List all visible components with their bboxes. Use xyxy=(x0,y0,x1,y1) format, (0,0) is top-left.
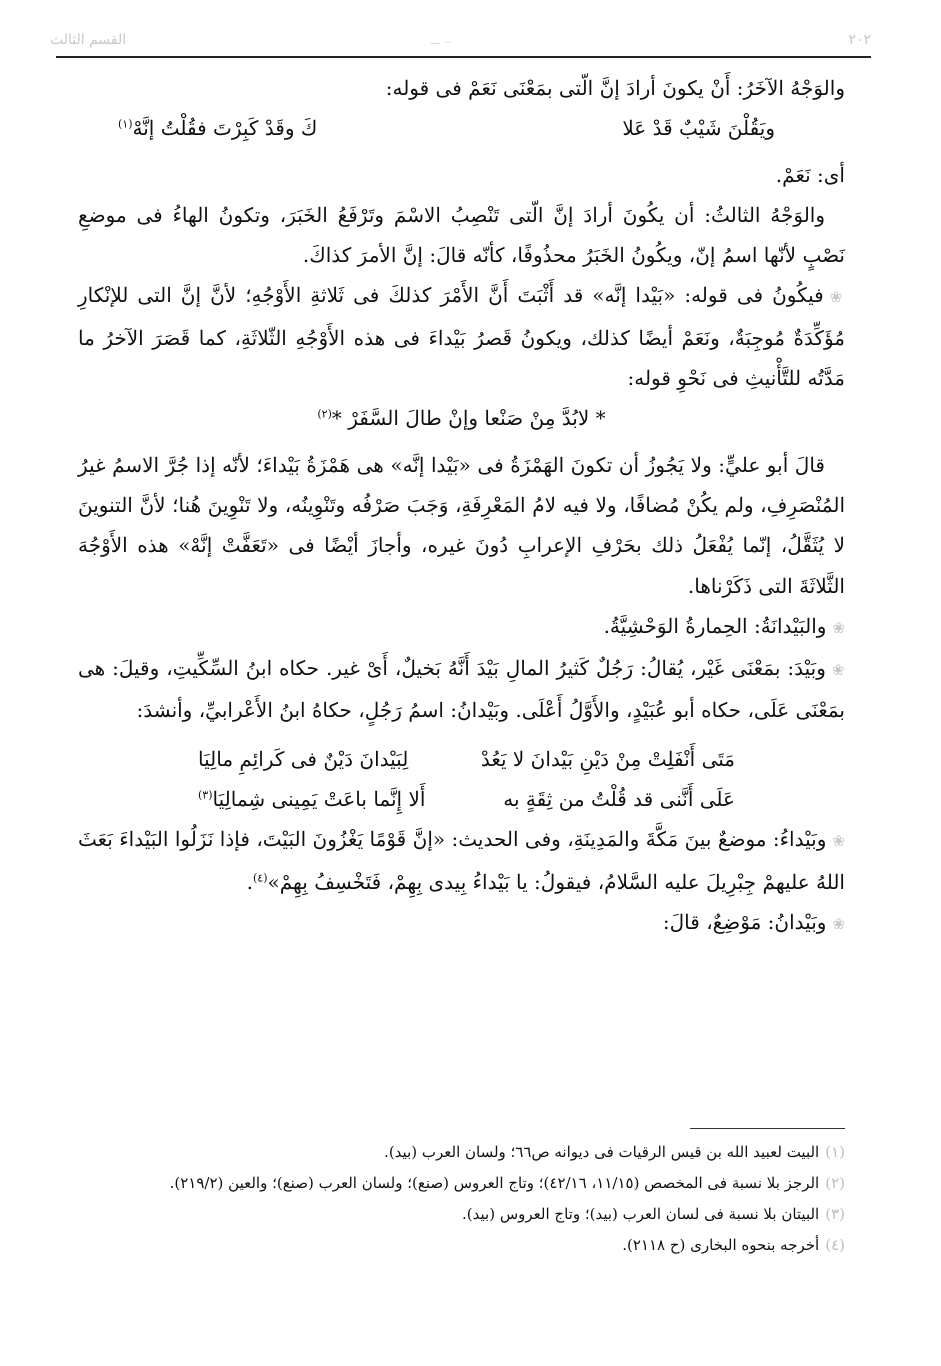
footnote xyxy=(86,1202,845,1227)
verse-hemistich: أَلا إِنَّما باعَتْ يَمِينى شِمالِيَا$^{(٣)}$ xyxy=(198,787,426,812)
footnote-ref: (٢) xyxy=(317,407,332,421)
header-rule xyxy=(56,56,871,58)
verse-hemistich: ويَقُلْنَ شَيْبٌ قَدْ عَلا xyxy=(622,116,775,141)
paragraph: والوَجْهُ الآخَرُ: أَنْ يكونَ أرادَ إنَّ الّتى بمَعْنَى نَعَمْ فى قوله: xyxy=(385,76,845,100)
footnote-ref: (٣) xyxy=(198,788,213,802)
footnotes xyxy=(86,1140,845,1264)
verse-line xyxy=(78,779,845,819)
page-number: ٢٠٢ xyxy=(848,32,871,48)
paragraph-mark-icon: ❀ xyxy=(829,288,845,307)
paragraph-mark-icon: ❀ xyxy=(831,661,845,680)
footnote-text: الرجز بلا نسبة فى المخصص (١١/١٥، ٤٢/١٦)؛ وتاج العروس (صنع)؛ ولسان العرب (صنع)؛ والعين (٢١٩/٢). xyxy=(169,1174,820,1192)
footnote xyxy=(86,1233,845,1258)
paragraph-mark-icon: ❀ xyxy=(832,618,845,637)
main-text xyxy=(78,68,845,944)
footnote xyxy=(86,1140,845,1165)
footnote-number: (١) xyxy=(825,1143,845,1161)
footnote-number: (٣) xyxy=(825,1205,845,1223)
footnote-ref: (١) xyxy=(118,117,133,131)
verse-hemistich: كَ وقَدْ كَبِرْتَ فقُلْتُ إنَّهْ$^{(١)}$ xyxy=(118,116,318,141)
footnote-text: البيتان بلا نسبة فى لسان العرب (بيد)؛ وتاج العروس (بيد). xyxy=(462,1205,820,1223)
paragraph: قالَ أبو عليٍّ: ولا يَجُوزُ أن تكونَ الهَمْزَةُ فى «بَيْدا إنَّه» هى هَمْزَةُ بَيْداءَ؛ لأنّه إذا جُرَّ الاسمُ غيرُ المُنْصَرِفِ، ولم يكُنْ مُضافًا، ولا فيه لامُ المَعْرِفَةِ، وَجَبَ صَرْفُه وتَنْوِينُه، ولا تَنْوِينَ هُنا؛ لأنَّ التنوينَ لا يُثَقَّلُ، إنّما يُفْعَلُ ذلك بحَرْفِ الإعرابِ دُونَ غيره، وأجازَ أيْضًا فى «تَعَفَّتْ إنَّهْ» هذه الأَوْجُهَ الثَّلاثَةَ التى ذَكَرْناها. xyxy=(78,452,845,598)
footnote-rule xyxy=(690,1128,845,1129)
verse-line xyxy=(78,739,845,779)
paragraph: والوَجْهُ الثالثُ: أن يكُونَ أرادَ إنَّ الّتى تَنْصِبُ الاسْمَ وتَرْفَعُ الخَبَرَ، وتكونُ الهاءُ فى موضعِ نَصْبٍ لأنّها اسمُ إنّ، ويكُونُ الخَبَرُ محذُوفًا، كأنّه قالَ: إنَّ الأمرَ كذاكَ. xyxy=(78,202,845,268)
paragraph: ❀وبَيْدانُ: مَوْضِعٌ، قالَ: xyxy=(662,909,845,934)
paragraph: ❀والبَيْدانَةُ: الحِمارةُ الوَحْشِيَّةُ. xyxy=(603,613,845,638)
verse-line: * لابُدَّ مِنْ صَنْعا وإنْ طالَ السَّفَرْ *$^{(٢)}$ xyxy=(317,406,606,431)
paragraph-mark-icon: ❀ xyxy=(832,832,845,851)
footnote xyxy=(86,1171,845,1196)
paragraph-mark-icon: ❀ xyxy=(832,914,845,933)
verse-hemistich: لِبَيْدانَ دَيْنٌ فى كَرائِمِ مالِيَا xyxy=(198,746,409,771)
verse-hemistich: مَتَى أَنْفَلِتْ مِنْ دَيْنِ بَيْدانَ لا يَعُدْ xyxy=(480,746,735,771)
footnote-text: أخرجه بنحوه البخارى (ح ٢١١٨). xyxy=(622,1236,820,1254)
verse-hemistich: عَلَى أَنَّنى قد قُلْتُ من ثِقَةٍ به xyxy=(503,787,735,812)
footnote-ref: (٤) xyxy=(252,870,268,884)
paragraph: أى: نَعَمْ. xyxy=(775,162,845,187)
header-middle-text: — ··· xyxy=(430,38,453,49)
footnote-text: البيت لعبيد الله بن قيس الرقيات فى ديوانه ص٦٦؛ ولسان العرب (بيد). xyxy=(384,1143,820,1161)
paragraph: ❀فيكُونُ فى قوله: «بَيْدا إنَّه» قد أَثْبَتَ أَنَّ الأَمْرَ كذلكَ فى ثَلاثةِ الأَوْجُهِ؛ لأنَّ إنَّ التى للإنْكارِ مُؤَكِّدَةٌ مُوجِبَةٌ، ونَعَمْ أيضًا كذلك، ويكونُ قَصرُ بَيْداءَ فى هذه الأَوْجُهِ الثّلاثَةِ، كما قَصَرَ الآخرُ ما مَدَّتُه للتَّأْنيثِ فى نَحْوِ قوله: xyxy=(78,283,845,391)
footnote-number: (٤) xyxy=(825,1236,845,1254)
paragraph: ❀وبَيْداءُ: موضعٌ بينَ مَكَّةَ والمَدِينَةِ، وفى الحديث: «إنَّ قَوْمًا يَغْزُونَ البَيْتَ، فإذا نَزَلُوا البَيْداءَ بَعَثَ اللهُ عليهمْ جِبْرِيلَ عليه السَّلامُ، فيقولُ: يا بَيْداءُ بِيدى بِهِمْ، فَتَخْسِفُ بِهِمْ»$^{(٤)}$. xyxy=(78,827,845,894)
header-left-text: القسم الثالث xyxy=(50,32,127,48)
running-header xyxy=(50,20,871,54)
paragraph: ❀وبَيْدَ: بمَعْنَى غَيْر، يُقالُ: رَجُلٌ كَثيرُ المالِ بَيْدَ أَنَّهُ بَخيلٌ، أَىْ غير. حكاه ابنُ السِّكِّيتِ، وقيلَ: هى بمَعْنَى عَلَى، حكاه أبو عُبَيْدٍ، والأَوَّلُ أَعْلَى. وبَيْدانُ: اسمُ رَجُلٍ، حكاهُ ابنُ الأَعْرابيِّ، وأنشدَ: xyxy=(78,656,845,723)
verse-line xyxy=(78,108,845,148)
footnote-number: (٢) xyxy=(825,1174,845,1192)
